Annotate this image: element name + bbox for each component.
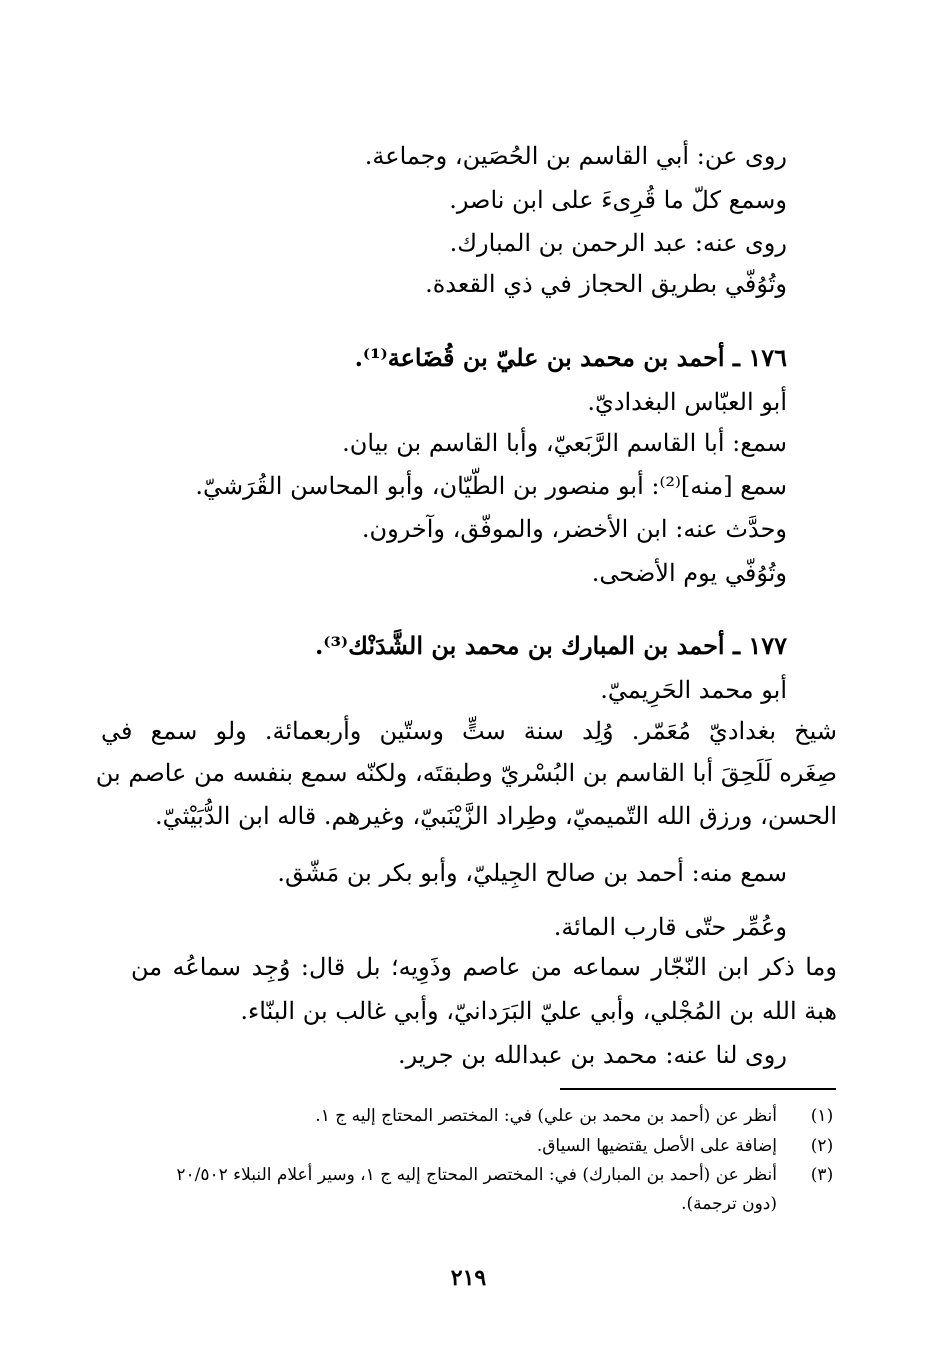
- text-line: وتُوُفّي بطريق الحجاز في ذي القعدة.: [425, 270, 787, 298]
- text-line: أبو محمد الحَرِيميّ.: [600, 676, 787, 704]
- paragraph-line: شيخ بغداديّ مُعَمّر. وُلِد سنة ستٍّ وستّين وأربعمائة. ولو سمع في: [101, 717, 837, 745]
- footnote-number: (٢): [810, 1136, 834, 1156]
- footnote-text: أنظر عن (أحمد بن المبارك) في: المختصر المحتاج إليه ج ١، وسير أعلام النبلاء ٢٠/٥٠٢: [176, 1165, 777, 1185]
- footnote: [101, 1104, 837, 1128]
- footnote-number: (٣): [810, 1165, 834, 1185]
- text-line: وسمع كلّ ما قُرِىءَ على ابن ناصر.: [449, 186, 787, 214]
- entry-heading: ١٧٧ ـ أحمد بن المبارك بن محمد بن الشَّدَنْك⁽³⁾.: [314, 631, 787, 660]
- entry-heading: ١٧٦ ـ أحمد بن محمد بن عليّ بن قُضَاعة⁽¹⁾.: [354, 343, 787, 372]
- text-line: روى عنه: عبد الرحمن بن المبارك.: [449, 229, 787, 257]
- footnote-text: (دون ترجمة).: [681, 1194, 777, 1214]
- footnote-text: أنظر عن (أحمد بن محمد بن علي) في: المختصر المحتاج إليه ج ١.: [315, 1106, 777, 1126]
- footnote: [101, 1134, 837, 1158]
- text-line: روى عن: أبي القاسم بن الحُصَين، وجماعة.: [364, 142, 787, 170]
- text-line: أبو العبّاس البغداديّ.: [587, 388, 787, 416]
- text-line: سمع: أبا القاسم الرَّبَعيّ، وأبا القاسم بن بيان.: [342, 429, 787, 457]
- text-line: سمع [منه]⁽²⁾: أبو منصور بن الطّيّان، وأبو المحاسن القُرَشيّ.: [195, 472, 787, 500]
- footnote-rule: [560, 1088, 836, 1090]
- page-number: ٢١٩: [450, 1265, 487, 1291]
- text-line: وتُوُفّي يوم الأضحى.: [591, 559, 787, 587]
- footnote: [101, 1163, 837, 1187]
- text-line: روى لنا عنه: محمد بن عبدالله بن جرير.: [397, 1041, 787, 1069]
- paragraph-line: وما ذكر ابن النّجّار سماعه من عاصم وذَوِيه؛ بل قال: وُجِد سماعُه من: [131, 953, 837, 981]
- footnote-text: إضافة على الأصل يقتضيها السياق.: [536, 1136, 777, 1156]
- text-line: وحدَّث عنه: ابن الأخضر، والموفّق، وآخرون.: [361, 515, 787, 543]
- footnote: [101, 1192, 837, 1216]
- paragraph-line: الحسن، ورزق الله التّميميّ، وطِراد الزَّيْنَبيّ، وغيرهم. قاله ابن الدُّبَيْثيّ.: [155, 802, 837, 830]
- paragraph-line: صِغَره لَلَحِقَ أبا القاسم بن البُسْريّ وطبقتَه، ولكنّه سمع بنفسه من عاصم بن: [95, 759, 837, 787]
- text-line: سمع منه: أحمد بن صالح الجِيليّ، وأبو بكر بن مَشّق.: [277, 859, 787, 887]
- text-line: وعُمِّر حتّى قارب المائة.: [553, 913, 787, 941]
- paragraph-line: هبة الله بن المُجْلي، وأبي عليّ البَرَدانيّ، وأبي غالب بن البنّاء.: [240, 997, 837, 1025]
- footnote-number: (١): [810, 1106, 834, 1126]
